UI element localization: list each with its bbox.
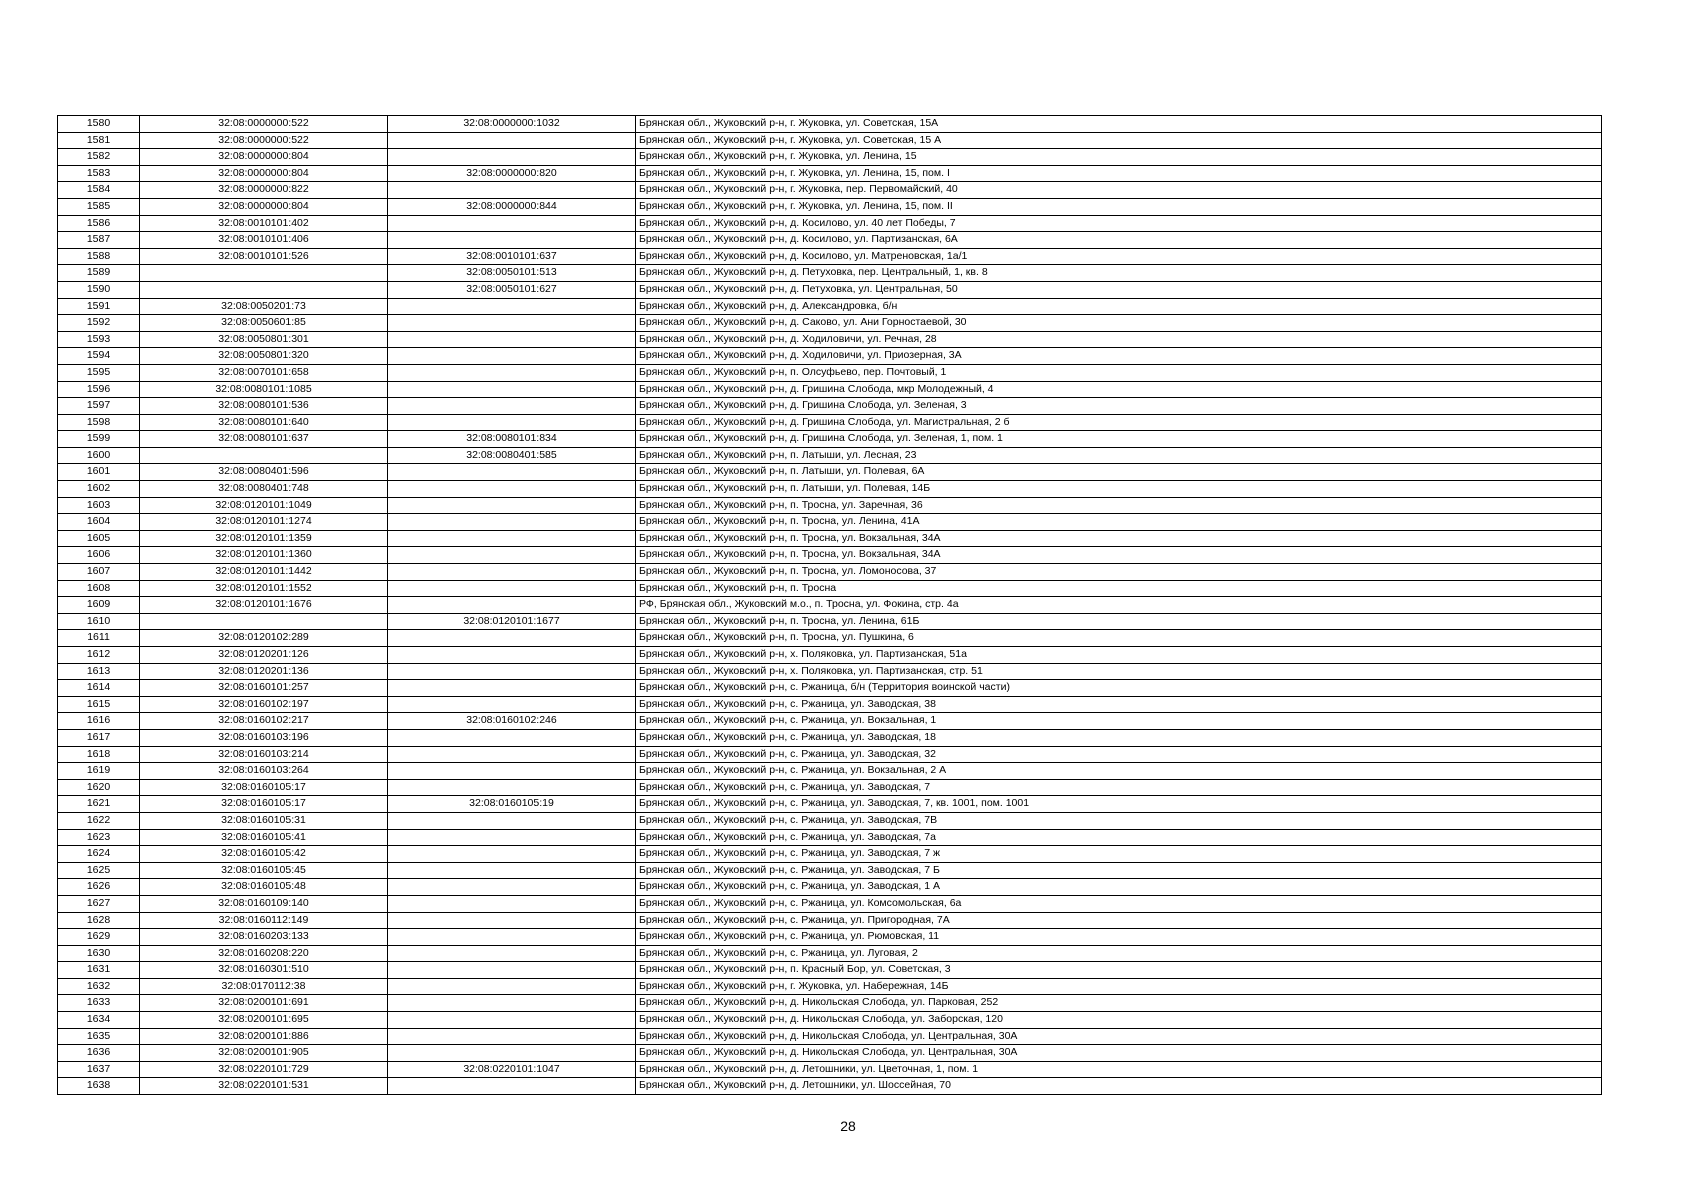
row-number-cell: 1583 — [58, 165, 140, 182]
address-cell: Брянская обл., Жуковский р-н, г. Жуковка, ул. Ленина, 15 — [636, 149, 1602, 166]
table-row — [58, 464, 1602, 481]
cadastral-number-cell: 32:08:0160105:17 — [140, 796, 388, 813]
row-number-cell: 1633 — [58, 995, 140, 1012]
related-cadastral-number-cell — [388, 1045, 636, 1062]
related-cadastral-number-cell: 32:08:0010101:637 — [388, 248, 636, 265]
table-row — [58, 929, 1602, 946]
address-cell: Брянская обл., Жуковский р-н, д. Летошники, ул. Цветочная, 1, пом. 1 — [636, 1061, 1602, 1078]
related-cadastral-number-cell — [388, 315, 636, 332]
row-number-cell: 1581 — [58, 132, 140, 149]
related-cadastral-number-cell — [388, 779, 636, 796]
address-cell: Брянская обл., Жуковский р-н, с. Ржаница, ул. Комсомольская, 6а — [636, 895, 1602, 912]
cadastral-number-cell: 32:08:0160203:133 — [140, 929, 388, 946]
related-cadastral-number-cell — [388, 879, 636, 896]
row-number-cell: 1585 — [58, 198, 140, 215]
address-cell: Брянская обл., Жуковский р-н, с. Ржаница, ул. Пригородная, 7А — [636, 912, 1602, 929]
address-cell: Брянская обл., Жуковский р-н, д. Саково, ул. Ани Горностаевой, 30 — [636, 315, 1602, 332]
cadastral-number-cell: 32:08:0120101:1552 — [140, 580, 388, 597]
row-number-cell: 1614 — [58, 680, 140, 697]
address-cell: Брянская обл., Жуковский р-н, д. Косилово, ул. 40 лет Победы, 7 — [636, 215, 1602, 232]
table-row — [58, 232, 1602, 249]
row-number-cell: 1615 — [58, 696, 140, 713]
address-cell: Брянская обл., Жуковский р-н, д. Ходиловичи, ул. Приозерная, 3А — [636, 348, 1602, 365]
related-cadastral-number-cell — [388, 1078, 636, 1095]
row-number-cell: 1604 — [58, 514, 140, 531]
row-number-cell: 1594 — [58, 348, 140, 365]
related-cadastral-number-cell — [388, 364, 636, 381]
address-cell: Брянская обл., Жуковский р-н, с. Ржаница, ул. Заводская, 7, кв. 1001, пом. 1001 — [636, 796, 1602, 813]
address-cell: Брянская обл., Жуковский р-н, п. Тросна, ул. Вокзальная, 34А — [636, 547, 1602, 564]
cadastral-number-cell: 32:08:0080101:640 — [140, 414, 388, 431]
cadastral-number-cell: 32:08:0160301:510 — [140, 962, 388, 979]
cadastral-number-cell: 32:08:0010101:402 — [140, 215, 388, 232]
row-number-cell: 1582 — [58, 149, 140, 166]
cadastral-number-cell: 32:08:0120101:1360 — [140, 547, 388, 564]
table-row — [58, 198, 1602, 215]
table-row — [58, 315, 1602, 332]
related-cadastral-number-cell — [388, 348, 636, 365]
related-cadastral-number-cell — [388, 647, 636, 664]
related-cadastral-number-cell — [388, 663, 636, 680]
cadastral-number-cell: 32:08:0120201:136 — [140, 663, 388, 680]
address-cell: Брянская обл., Жуковский р-н, д. Никольская Слобода, ул. Центральная, 30А — [636, 1028, 1602, 1045]
row-number-cell: 1628 — [58, 912, 140, 929]
cadastral-number-cell: 32:08:0000000:522 — [140, 132, 388, 149]
address-cell: Брянская обл., Жуковский р-н, с. Ржаница, ул. Заводская, 32 — [636, 746, 1602, 763]
related-cadastral-number-cell — [388, 215, 636, 232]
cadastral-number-cell: 32:08:0080101:1085 — [140, 381, 388, 398]
address-cell: Брянская обл., Жуковский р-н, д. Гришина Слобода, ул. Магистральная, 2 б — [636, 414, 1602, 431]
row-number-cell: 1587 — [58, 232, 140, 249]
address-cell: Брянская обл., Жуковский р-н, х. Поляковка, ул. Партизанская, 51а — [636, 647, 1602, 664]
row-number-cell: 1622 — [58, 812, 140, 829]
row-number-cell: 1624 — [58, 846, 140, 863]
related-cadastral-number-cell — [388, 1028, 636, 1045]
table-row — [58, 746, 1602, 763]
address-cell: Брянская обл., Жуковский р-н, п. Тросна — [636, 580, 1602, 597]
table-row — [58, 580, 1602, 597]
row-number-cell: 1597 — [58, 398, 140, 415]
table-row — [58, 431, 1602, 448]
related-cadastral-number-cell — [388, 132, 636, 149]
cadastral-number-cell: 32:08:0220101:729 — [140, 1061, 388, 1078]
related-cadastral-number-cell — [388, 514, 636, 531]
related-cadastral-number-cell — [388, 763, 636, 780]
row-number-cell: 1584 — [58, 182, 140, 199]
row-number-cell: 1598 — [58, 414, 140, 431]
cadastral-number-cell: 32:08:0080101:637 — [140, 431, 388, 448]
cadastral-number-cell: 32:08:0160105:42 — [140, 846, 388, 863]
cadastral-number-cell: 32:08:0160102:197 — [140, 696, 388, 713]
table-row — [58, 1078, 1602, 1095]
table-row — [58, 514, 1602, 531]
table-row — [58, 447, 1602, 464]
related-cadastral-number-cell — [388, 232, 636, 249]
row-number-cell: 1589 — [58, 265, 140, 282]
row-number-cell: 1608 — [58, 580, 140, 597]
related-cadastral-number-cell: 32:08:0160105:19 — [388, 796, 636, 813]
row-number-cell: 1592 — [58, 315, 140, 332]
table-row — [58, 1012, 1602, 1029]
cadastral-number-cell: 32:08:0010101:526 — [140, 248, 388, 265]
table-row — [58, 1045, 1602, 1062]
related-cadastral-number-cell — [388, 895, 636, 912]
cadastral-number-cell: 32:08:0050201:73 — [140, 298, 388, 315]
row-number-cell: 1612 — [58, 647, 140, 664]
address-cell: Брянская обл., Жуковский р-н, п. Красный Бор, ул. Советская, 3 — [636, 962, 1602, 979]
related-cadastral-number-cell — [388, 929, 636, 946]
related-cadastral-number-cell — [388, 497, 636, 514]
row-number-cell: 1606 — [58, 547, 140, 564]
table-row — [58, 481, 1602, 498]
table-row — [58, 348, 1602, 365]
address-cell: РФ, Брянская обл., Жуковский м.о., п. Тросна, ул. Фокина, стр. 4а — [636, 597, 1602, 614]
address-cell: Брянская обл., Жуковский р-н, д. Гришина Слобода, ул. Зеленая, 3 — [636, 398, 1602, 415]
address-cell: Брянская обл., Жуковский р-н, д. Никольская Слобода, ул. Парковая, 252 — [636, 995, 1602, 1012]
related-cadastral-number-cell — [388, 464, 636, 481]
table-row — [58, 680, 1602, 697]
related-cadastral-number-cell — [388, 182, 636, 199]
row-number-cell: 1637 — [58, 1061, 140, 1078]
cadastral-number-cell: 32:08:0000000:804 — [140, 198, 388, 215]
row-number-cell: 1635 — [58, 1028, 140, 1045]
cadastral-number-cell — [140, 613, 388, 630]
related-cadastral-number-cell: 32:08:0000000:1032 — [388, 116, 636, 133]
page-number: 28 — [840, 1118, 856, 1134]
table-row — [58, 862, 1602, 879]
address-cell: Брянская обл., Жуковский р-н, г. Жуковка, ул. Ленина, 15, пом. II — [636, 198, 1602, 215]
address-cell: Брянская обл., Жуковский р-н, д. Косилово, ул. Партизанская, 6А — [636, 232, 1602, 249]
related-cadastral-number-cell — [388, 962, 636, 979]
cadastral-number-cell: 32:08:0170112:38 — [140, 978, 388, 995]
table-row — [58, 763, 1602, 780]
row-number-cell: 1609 — [58, 597, 140, 614]
address-cell: Брянская обл., Жуковский р-н, п. Тросна, ул. Вокзальная, 34А — [636, 530, 1602, 547]
table-row — [58, 796, 1602, 813]
cadastral-number-cell: 32:08:0000000:804 — [140, 149, 388, 166]
cadastral-number-cell: 32:08:0200101:905 — [140, 1045, 388, 1062]
address-cell: Брянская обл., Жуковский р-н, д. Гришина Слобода, мкр Молодежный, 4 — [636, 381, 1602, 398]
cadastral-number-cell: 32:08:0120101:1049 — [140, 497, 388, 514]
cadastral-number-cell: 32:08:0160105:17 — [140, 779, 388, 796]
table-row — [58, 879, 1602, 896]
cadastral-number-cell: 32:08:0120101:1442 — [140, 564, 388, 581]
address-cell: Брянская обл., Жуковский р-н, д. Никольская Слобода, ул. Центральная, 30А — [636, 1045, 1602, 1062]
address-cell: Брянская обл., Жуковский р-н, с. Ржаница, ул. Луговая, 2 — [636, 945, 1602, 962]
row-number-cell: 1586 — [58, 215, 140, 232]
row-number-cell: 1602 — [58, 481, 140, 498]
address-cell: Брянская обл., Жуковский р-н, х. Поляковка, ул. Партизанская, стр. 51 — [636, 663, 1602, 680]
related-cadastral-number-cell: 32:08:0120101:1677 — [388, 613, 636, 630]
related-cadastral-number-cell: 32:08:0160102:246 — [388, 713, 636, 730]
cadastral-number-cell: 32:08:0080101:536 — [140, 398, 388, 415]
table-row — [58, 364, 1602, 381]
row-number-cell: 1623 — [58, 829, 140, 846]
table-row — [58, 978, 1602, 995]
cadastral-number-cell: 32:08:0160101:257 — [140, 680, 388, 697]
cadastral-number-cell: 32:08:0080401:596 — [140, 464, 388, 481]
cadastral-number-cell: 32:08:0160103:196 — [140, 729, 388, 746]
table-row — [58, 613, 1602, 630]
cadastral-number-cell: 32:08:0220101:531 — [140, 1078, 388, 1095]
cadastral-number-cell: 32:08:0080401:748 — [140, 481, 388, 498]
address-cell: Брянская обл., Жуковский р-н, г. Жуковка, ул. Набережная, 14Б — [636, 978, 1602, 995]
cadastral-number-cell: 32:08:0160103:214 — [140, 746, 388, 763]
address-cell: Брянская обл., Жуковский р-н, с. Ржаница, ул. Вокзальная, 2 А — [636, 763, 1602, 780]
row-number-cell: 1617 — [58, 729, 140, 746]
address-cell: Брянская обл., Жуковский р-н, с. Ржаница, ул. Заводская, 7 Б — [636, 862, 1602, 879]
row-number-cell: 1593 — [58, 331, 140, 348]
related-cadastral-number-cell — [388, 481, 636, 498]
address-cell: Брянская обл., Жуковский р-н, с. Ржаница, ул. Заводская, 18 — [636, 729, 1602, 746]
address-cell: Брянская обл., Жуковский р-н, с. Ржаница, ул. Заводская, 38 — [636, 696, 1602, 713]
records-table — [57, 115, 1602, 1095]
row-number-cell: 1605 — [58, 530, 140, 547]
row-number-cell: 1603 — [58, 497, 140, 514]
related-cadastral-number-cell — [388, 564, 636, 581]
row-number-cell: 1580 — [58, 116, 140, 133]
related-cadastral-number-cell — [388, 945, 636, 962]
address-cell: Брянская обл., Жуковский р-н, г. Жуковка, ул. Ленина, 15, пом. I — [636, 165, 1602, 182]
address-cell: Брянская обл., Жуковский р-н, п. Тросна, ул. Заречная, 36 — [636, 497, 1602, 514]
related-cadastral-number-cell — [388, 680, 636, 697]
row-number-cell: 1638 — [58, 1078, 140, 1095]
related-cadastral-number-cell — [388, 729, 636, 746]
table-row — [58, 647, 1602, 664]
address-cell: Брянская обл., Жуковский р-н, д. Александровка, б/н — [636, 298, 1602, 315]
row-number-cell: 1611 — [58, 630, 140, 647]
row-number-cell: 1591 — [58, 298, 140, 315]
cadastral-number-cell: 32:08:0160105:45 — [140, 862, 388, 879]
table-row — [58, 215, 1602, 232]
table-row — [58, 530, 1602, 547]
table-row — [58, 497, 1602, 514]
address-cell: Брянская обл., Жуковский р-н, п. Латыши, ул. Полевая, 6А — [636, 464, 1602, 481]
cadastral-number-cell: 32:08:0120201:126 — [140, 647, 388, 664]
row-number-cell: 1601 — [58, 464, 140, 481]
cadastral-number-cell: 32:08:0160105:48 — [140, 879, 388, 896]
related-cadastral-number-cell — [388, 580, 636, 597]
cadastral-number-cell: 32:08:0200101:695 — [140, 1012, 388, 1029]
table-row — [58, 116, 1602, 133]
related-cadastral-number-cell — [388, 149, 636, 166]
cadastral-number-cell — [140, 281, 388, 298]
related-cadastral-number-cell: 32:08:0080101:834 — [388, 431, 636, 448]
cadastral-number-cell: 32:08:0120101:1676 — [140, 597, 388, 614]
address-cell: Брянская обл., Жуковский р-н, с. Ржаница, ул. Вокзальная, 1 — [636, 713, 1602, 730]
address-cell: Брянская обл., Жуковский р-н, д. Летошники, ул. Шоссейная, 70 — [636, 1078, 1602, 1095]
row-number-cell: 1618 — [58, 746, 140, 763]
address-cell: Брянская обл., Жуковский р-н, с. Ржаница, ул. Заводская, 7 ж — [636, 846, 1602, 863]
related-cadastral-number-cell — [388, 630, 636, 647]
cadastral-number-cell: 32:08:0000000:822 — [140, 182, 388, 199]
table-row — [58, 564, 1602, 581]
address-cell: Брянская обл., Жуковский р-н, п. Латыши, ул. Полевая, 14Б — [636, 481, 1602, 498]
related-cadastral-number-cell — [388, 547, 636, 564]
cadastral-number-cell: 32:08:0000000:522 — [140, 116, 388, 133]
related-cadastral-number-cell: 32:08:0000000:844 — [388, 198, 636, 215]
row-number-cell: 1595 — [58, 364, 140, 381]
row-number-cell: 1626 — [58, 879, 140, 896]
cadastral-number-cell: 32:08:0120101:1359 — [140, 530, 388, 547]
address-cell: Брянская обл., Жуковский р-н, г. Жуковка, пер. Первомайский, 40 — [636, 182, 1602, 199]
table-row — [58, 846, 1602, 863]
table-row — [58, 248, 1602, 265]
related-cadastral-number-cell: 32:08:0050101:513 — [388, 265, 636, 282]
records-table-body — [58, 116, 1602, 1095]
table-row — [58, 298, 1602, 315]
row-number-cell: 1636 — [58, 1045, 140, 1062]
cadastral-number-cell: 32:08:0160105:31 — [140, 812, 388, 829]
address-cell: Брянская обл., Жуковский р-н, д. Ходиловичи, ул. Речная, 28 — [636, 331, 1602, 348]
related-cadastral-number-cell: 32:08:0050101:627 — [388, 281, 636, 298]
table-row — [58, 895, 1602, 912]
row-number-cell: 1599 — [58, 431, 140, 448]
table-row — [58, 165, 1602, 182]
related-cadastral-number-cell: 32:08:0220101:1047 — [388, 1061, 636, 1078]
address-cell: Брянская обл., Жуковский р-н, с. Ржаница, ул. Заводская, 7 — [636, 779, 1602, 796]
related-cadastral-number-cell — [388, 978, 636, 995]
cadastral-number-cell: 32:08:0160208:220 — [140, 945, 388, 962]
row-number-cell: 1630 — [58, 945, 140, 962]
table-row — [58, 381, 1602, 398]
table-row — [58, 414, 1602, 431]
address-cell: Брянская обл., Жуковский р-н, г. Жуковка, ул. Советская, 15А — [636, 116, 1602, 133]
row-number-cell: 1621 — [58, 796, 140, 813]
table-row — [58, 149, 1602, 166]
cadastral-number-cell: 32:08:0200101:886 — [140, 1028, 388, 1045]
row-number-cell: 1631 — [58, 962, 140, 979]
address-cell: Брянская обл., Жуковский р-н, д. Гришина Слобода, ул. Зеленая, 1, пом. 1 — [636, 431, 1602, 448]
address-cell: Брянская обл., Жуковский р-н, д. Петуховка, пер. Центральный, 1, кв. 8 — [636, 265, 1602, 282]
cadastral-number-cell: 32:08:0120101:1274 — [140, 514, 388, 531]
table-row — [58, 729, 1602, 746]
related-cadastral-number-cell — [388, 746, 636, 763]
related-cadastral-number-cell — [388, 298, 636, 315]
related-cadastral-number-cell — [388, 696, 636, 713]
row-number-cell: 1620 — [58, 779, 140, 796]
related-cadastral-number-cell: 32:08:0080401:585 — [388, 447, 636, 464]
table-row — [58, 1061, 1602, 1078]
cadastral-number-cell — [140, 265, 388, 282]
cadastral-number-cell: 32:08:0200101:691 — [140, 995, 388, 1012]
address-cell: Брянская обл., Жуковский р-н, д. Петуховка, ул. Центральная, 50 — [636, 281, 1602, 298]
row-number-cell: 1590 — [58, 281, 140, 298]
cadastral-number-cell: 32:08:0050801:301 — [140, 331, 388, 348]
address-cell: Брянская обл., Жуковский р-н, п. Тросна, ул. Ленина, 61Б — [636, 613, 1602, 630]
row-number-cell: 1610 — [58, 613, 140, 630]
table-row — [58, 630, 1602, 647]
cadastral-number-cell: 32:08:0070101:658 — [140, 364, 388, 381]
cadastral-number-cell — [140, 447, 388, 464]
cadastral-number-cell: 32:08:0000000:804 — [140, 165, 388, 182]
address-cell: Брянская обл., Жуковский р-н, с. Ржаница, ул. Заводская, 1 А — [636, 879, 1602, 896]
table-row — [58, 962, 1602, 979]
table-row — [58, 1028, 1602, 1045]
related-cadastral-number-cell — [388, 829, 636, 846]
cadastral-number-cell: 32:08:0050801:320 — [140, 348, 388, 365]
address-cell: Брянская обл., Жуковский р-н, с. Ржаница, ул. Заводская, 7а — [636, 829, 1602, 846]
cadastral-number-cell: 32:08:0160103:264 — [140, 763, 388, 780]
table-row — [58, 912, 1602, 929]
row-number-cell: 1632 — [58, 978, 140, 995]
related-cadastral-number-cell — [388, 398, 636, 415]
cadastral-number-cell: 32:08:0050601:85 — [140, 315, 388, 332]
row-number-cell: 1634 — [58, 1012, 140, 1029]
cadastral-number-cell: 32:08:0160112:149 — [140, 912, 388, 929]
related-cadastral-number-cell — [388, 862, 636, 879]
related-cadastral-number-cell — [388, 381, 636, 398]
table-row — [58, 829, 1602, 846]
cadastral-number-cell: 32:08:0160105:41 — [140, 829, 388, 846]
related-cadastral-number-cell — [388, 414, 636, 431]
row-number-cell: 1625 — [58, 862, 140, 879]
table-row — [58, 547, 1602, 564]
address-cell: Брянская обл., Жуковский р-н, п. Тросна, ул. Ломоносова, 37 — [636, 564, 1602, 581]
related-cadastral-number-cell — [388, 846, 636, 863]
table-row — [58, 132, 1602, 149]
address-cell: Брянская обл., Жуковский р-н, п. Латыши, ул. Лесная, 23 — [636, 447, 1602, 464]
related-cadastral-number-cell — [388, 812, 636, 829]
related-cadastral-number-cell — [388, 995, 636, 1012]
address-cell: Брянская обл., Жуковский р-н, п. Тросна, ул. Пушкина, 6 — [636, 630, 1602, 647]
table-row — [58, 713, 1602, 730]
address-cell: Брянская обл., Жуковский р-н, п. Олсуфьево, пер. Почтовый, 1 — [636, 364, 1602, 381]
cadastral-number-cell: 32:08:0120102:289 — [140, 630, 388, 647]
row-number-cell: 1588 — [58, 248, 140, 265]
table-row — [58, 265, 1602, 282]
address-cell: Брянская обл., Жуковский р-н, д. Никольская Слобода, ул. Заборская, 120 — [636, 1012, 1602, 1029]
table-row — [58, 281, 1602, 298]
address-cell: Брянская обл., Жуковский р-н, с. Ржаница, ул. Заводская, 7В — [636, 812, 1602, 829]
row-number-cell: 1613 — [58, 663, 140, 680]
related-cadastral-number-cell: 32:08:0000000:820 — [388, 165, 636, 182]
table-row — [58, 398, 1602, 415]
table-row — [58, 331, 1602, 348]
row-number-cell: 1629 — [58, 929, 140, 946]
related-cadastral-number-cell — [388, 597, 636, 614]
table-row — [58, 812, 1602, 829]
related-cadastral-number-cell — [388, 912, 636, 929]
related-cadastral-number-cell — [388, 1012, 636, 1029]
address-cell: Брянская обл., Жуковский р-н, д. Косилово, ул. Матреновская, 1а/1 — [636, 248, 1602, 265]
table-row — [58, 663, 1602, 680]
row-number-cell: 1619 — [58, 763, 140, 780]
address-cell: Брянская обл., Жуковский р-н, с. Ржаница, б/н (Территория воинской части) — [636, 680, 1602, 697]
table-row — [58, 945, 1602, 962]
address-cell: Брянская обл., Жуковский р-н, г. Жуковка, ул. Советская, 15 А — [636, 132, 1602, 149]
cadastral-number-cell: 32:08:0160102:217 — [140, 713, 388, 730]
row-number-cell: 1607 — [58, 564, 140, 581]
table-row — [58, 995, 1602, 1012]
table-row — [58, 696, 1602, 713]
row-number-cell: 1627 — [58, 895, 140, 912]
table-row — [58, 779, 1602, 796]
table-row — [58, 182, 1602, 199]
address-cell: Брянская обл., Жуковский р-н, п. Тросна, ул. Ленина, 41А — [636, 514, 1602, 531]
table-row — [58, 597, 1602, 614]
address-cell: Брянская обл., Жуковский р-н, с. Ржаница, ул. Рюмовская, 11 — [636, 929, 1602, 946]
row-number-cell: 1600 — [58, 447, 140, 464]
related-cadastral-number-cell — [388, 530, 636, 547]
cadastral-number-cell: 32:08:0160109:140 — [140, 895, 388, 912]
cadastral-number-cell: 32:08:0010101:406 — [140, 232, 388, 249]
related-cadastral-number-cell — [388, 331, 636, 348]
row-number-cell: 1616 — [58, 713, 140, 730]
row-number-cell: 1596 — [58, 381, 140, 398]
